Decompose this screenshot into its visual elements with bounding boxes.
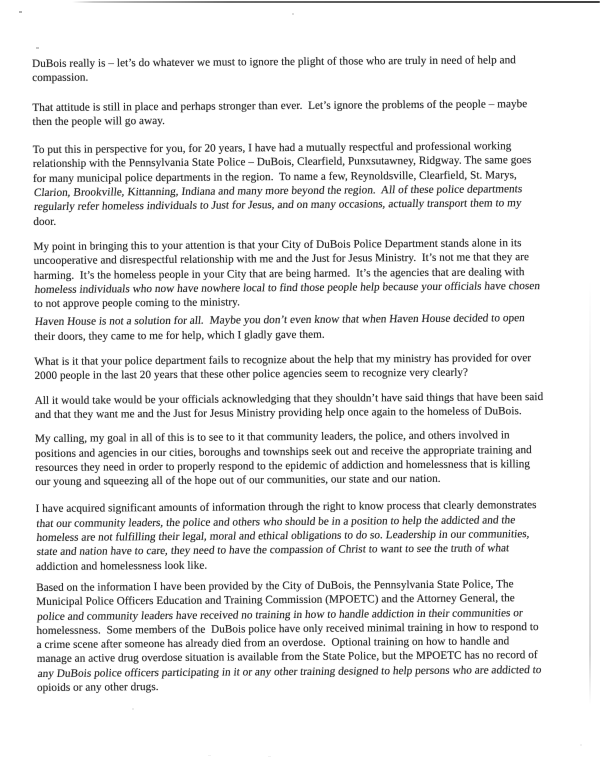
text-line: To put this in perspective for you, for 20 years, I have had a mutually respectful and professional working bbox=[32, 140, 512, 157]
text-line: All it would take would be your officials acknowledging that they shouldn’t have said things that have been said bbox=[34, 390, 544, 407]
paragraph-3 bbox=[33, 139, 594, 229]
text-line: uncooperative and disrespectful relationship with me and the Just for Jesus Ministry. It’s not me that they are bbox=[33, 251, 530, 268]
text-line: Municipal Police Officers Education and Training Commission (MPOETC) and the Attorney General, the bbox=[36, 592, 515, 609]
text-line: door. bbox=[33, 215, 57, 228]
text-line: homeless individuals who now have nowhere local to find those people help because your officials have chosen bbox=[34, 279, 541, 296]
text-line: and that they want me and the Just for Jesus Ministry providing help once again to the homeless of DuBois. bbox=[34, 405, 522, 421]
text-line: 2000 people in the last 20 years that these other police agencies seem to recognize very clearly? bbox=[34, 366, 469, 383]
scan-speck-3 bbox=[292, 13, 294, 15]
text-line: any DuBois police officers participating in it or any other training designed to help persons who are addicted to bbox=[37, 663, 543, 680]
paragraph-2 bbox=[32, 96, 592, 129]
text-line: homelessness. Some members of the DuBois police have only received minimal training in how to respond to bbox=[36, 620, 539, 637]
text-line: My point in bringing this to your attention is that your City of DuBois Police Department stands alone in its bbox=[33, 237, 522, 253]
text-line: positions and agencies in our cities, boroughs and townships seek out and receive the appropriate training and bbox=[35, 443, 532, 460]
text-line: opioids or any other drugs. bbox=[36, 681, 159, 694]
scan-speck-6 bbox=[268, 756, 271, 757]
text-line: for many municipal police departments in the region. To name a few, Reynoldsville, Clearfield, St. Marys, bbox=[32, 168, 517, 185]
paragraph-9 bbox=[35, 498, 596, 574]
text-line: compassion. bbox=[32, 71, 89, 85]
text-line: What is it that your police department fails to recognize about the help that my ministry has provided for over bbox=[34, 352, 532, 369]
paragraph-10 bbox=[36, 576, 597, 695]
text-line: homeless are not fulfilling their legal, moral and ethical obligations to do so. Leadership in our communities, bbox=[35, 528, 531, 544]
text-line: that our community leaders, the police and others who should be in a position to help the addicted and the bbox=[35, 513, 516, 530]
text-line: manage an active drug overdose situation is available from the State Police, but the MPOETC has no record of bbox=[36, 649, 538, 666]
scan-speck-5 bbox=[208, 755, 211, 756]
text-line: then the people will go away. bbox=[32, 114, 166, 128]
paragraph-1 bbox=[32, 53, 592, 86]
text-line: their doors, they came to me for help, which I gladly gave them. bbox=[34, 328, 325, 343]
paragraph-4 bbox=[33, 236, 594, 312]
text-line: a crime scene after someone has already died from an overdose. Optional training on how to handle and bbox=[36, 635, 510, 652]
text-line: relationship with the Pennsylvania State Police – DuBois, Clearfield, Punxsutawney, Ridgway. The same goes bbox=[32, 154, 532, 171]
text-line: resources they need in order to properly respond to the epidemic of addiction and homelessness that is killing bbox=[35, 457, 531, 474]
text-line: DuBois really is – let’s do whatever we must to ignore the plight of those who are truly in need of help and bbox=[32, 54, 516, 70]
paragraph-7 bbox=[35, 389, 595, 422]
text-line: My calling, my goal in all of this is to see to it that community leaders, the police, and others involved in bbox=[34, 429, 510, 446]
text-line: Based on the information I have been provided by the City of DuBois, the Pennsylvania State Police, The bbox=[36, 578, 514, 594]
scan-speck-1 bbox=[19, 11, 22, 13]
text-line: Haven House is not a solution for all. Maybe you don’t even know that when Haven House decided to open bbox=[34, 312, 526, 329]
text-line: police and community leaders have received no training in how to handle addiction in their communities or bbox=[36, 606, 524, 623]
text-line: addiction and homelessness look like. bbox=[35, 559, 208, 573]
paragraph-8 bbox=[35, 428, 595, 490]
scan-artifact-top-edge-line bbox=[72, 1, 600, 3]
scan-speck-7 bbox=[580, 744, 582, 746]
scan-speck-2 bbox=[36, 47, 39, 49]
letter-body bbox=[32, 53, 597, 707]
paragraph-5 bbox=[34, 311, 594, 344]
text-line: harming. It’s the homeless people in your City that are being harmed. It’s the agencies that are dealing with bbox=[33, 265, 525, 282]
paragraph-6 bbox=[34, 351, 594, 384]
text-line: state and nation have to care, they need to have the compassion of Christ to want to see the truth of what bbox=[36, 542, 510, 559]
text-line: I have acquired significant amounts of information through the right to know process that clearly demonstrates bbox=[35, 499, 537, 516]
text-line: That attitude is still in place and perhaps stronger than ever. Let’s ignore the problems of the people – maybe bbox=[32, 97, 528, 114]
scan-speck-4 bbox=[132, 708, 134, 710]
text-line: our young and squeezing all of the hope out of our communities, our state and our nation. bbox=[35, 472, 441, 489]
text-line: to not approve people coming to the ministry. bbox=[33, 296, 240, 311]
text-line: Clarion, Brookville, Kittanning, Indiana and many more beyond the region. All of these police departments bbox=[33, 183, 523, 200]
text-line: regularly refer homeless individuals to Just for Jesus, and on many occasions, actually transport them to my bbox=[33, 197, 523, 214]
